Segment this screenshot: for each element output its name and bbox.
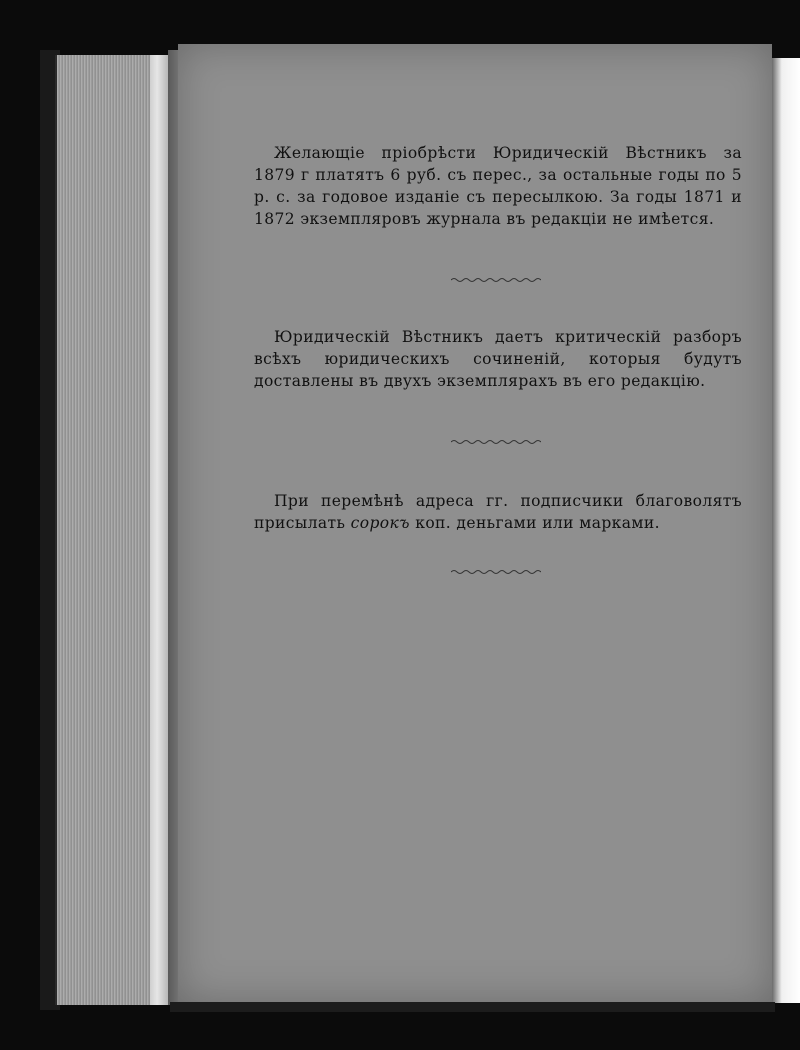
ornamental-divider (451, 438, 541, 446)
address-change-text-end: коп. деньгами или марками. (409, 514, 660, 532)
wavy-rule-icon (451, 276, 541, 284)
wavy-rule-icon (451, 438, 541, 446)
subscription-notice-text: Желающіе пріобрѣсти Юридическій Вѣстникъ за 1879 г платятъ 6 руб. съ перес., за остальные годы по 5 р. с. за годовое изданіе съ пересылкою. За годы 1871 и 1872 экземпляровъ журнала въ редакціи не имѣется. (254, 144, 742, 228)
address-change-emphasis: сорокъ (350, 514, 410, 532)
review-notice-text: Юридическій Вѣстникъ даетъ критическій разборъ всѣхъ юридическихъ сочиненій, которыя будутъ доставлены въ двухъ экземплярахъ въ его редакцію. (254, 328, 742, 390)
address-change-text-start: При перемѣнѣ адреса гг. подписчики благоволятъ присылать (254, 492, 742, 532)
bottom-shadow (170, 1002, 775, 1012)
ornamental-divider (451, 568, 541, 576)
subscription-notice (254, 142, 742, 230)
ornamental-divider (451, 276, 541, 284)
wavy-rule-icon (451, 568, 541, 576)
right-page-edge (772, 58, 800, 1003)
book-page (178, 44, 772, 1002)
review-notice (254, 326, 742, 392)
address-change-notice (254, 490, 742, 534)
page-stack-edge (150, 55, 168, 1005)
